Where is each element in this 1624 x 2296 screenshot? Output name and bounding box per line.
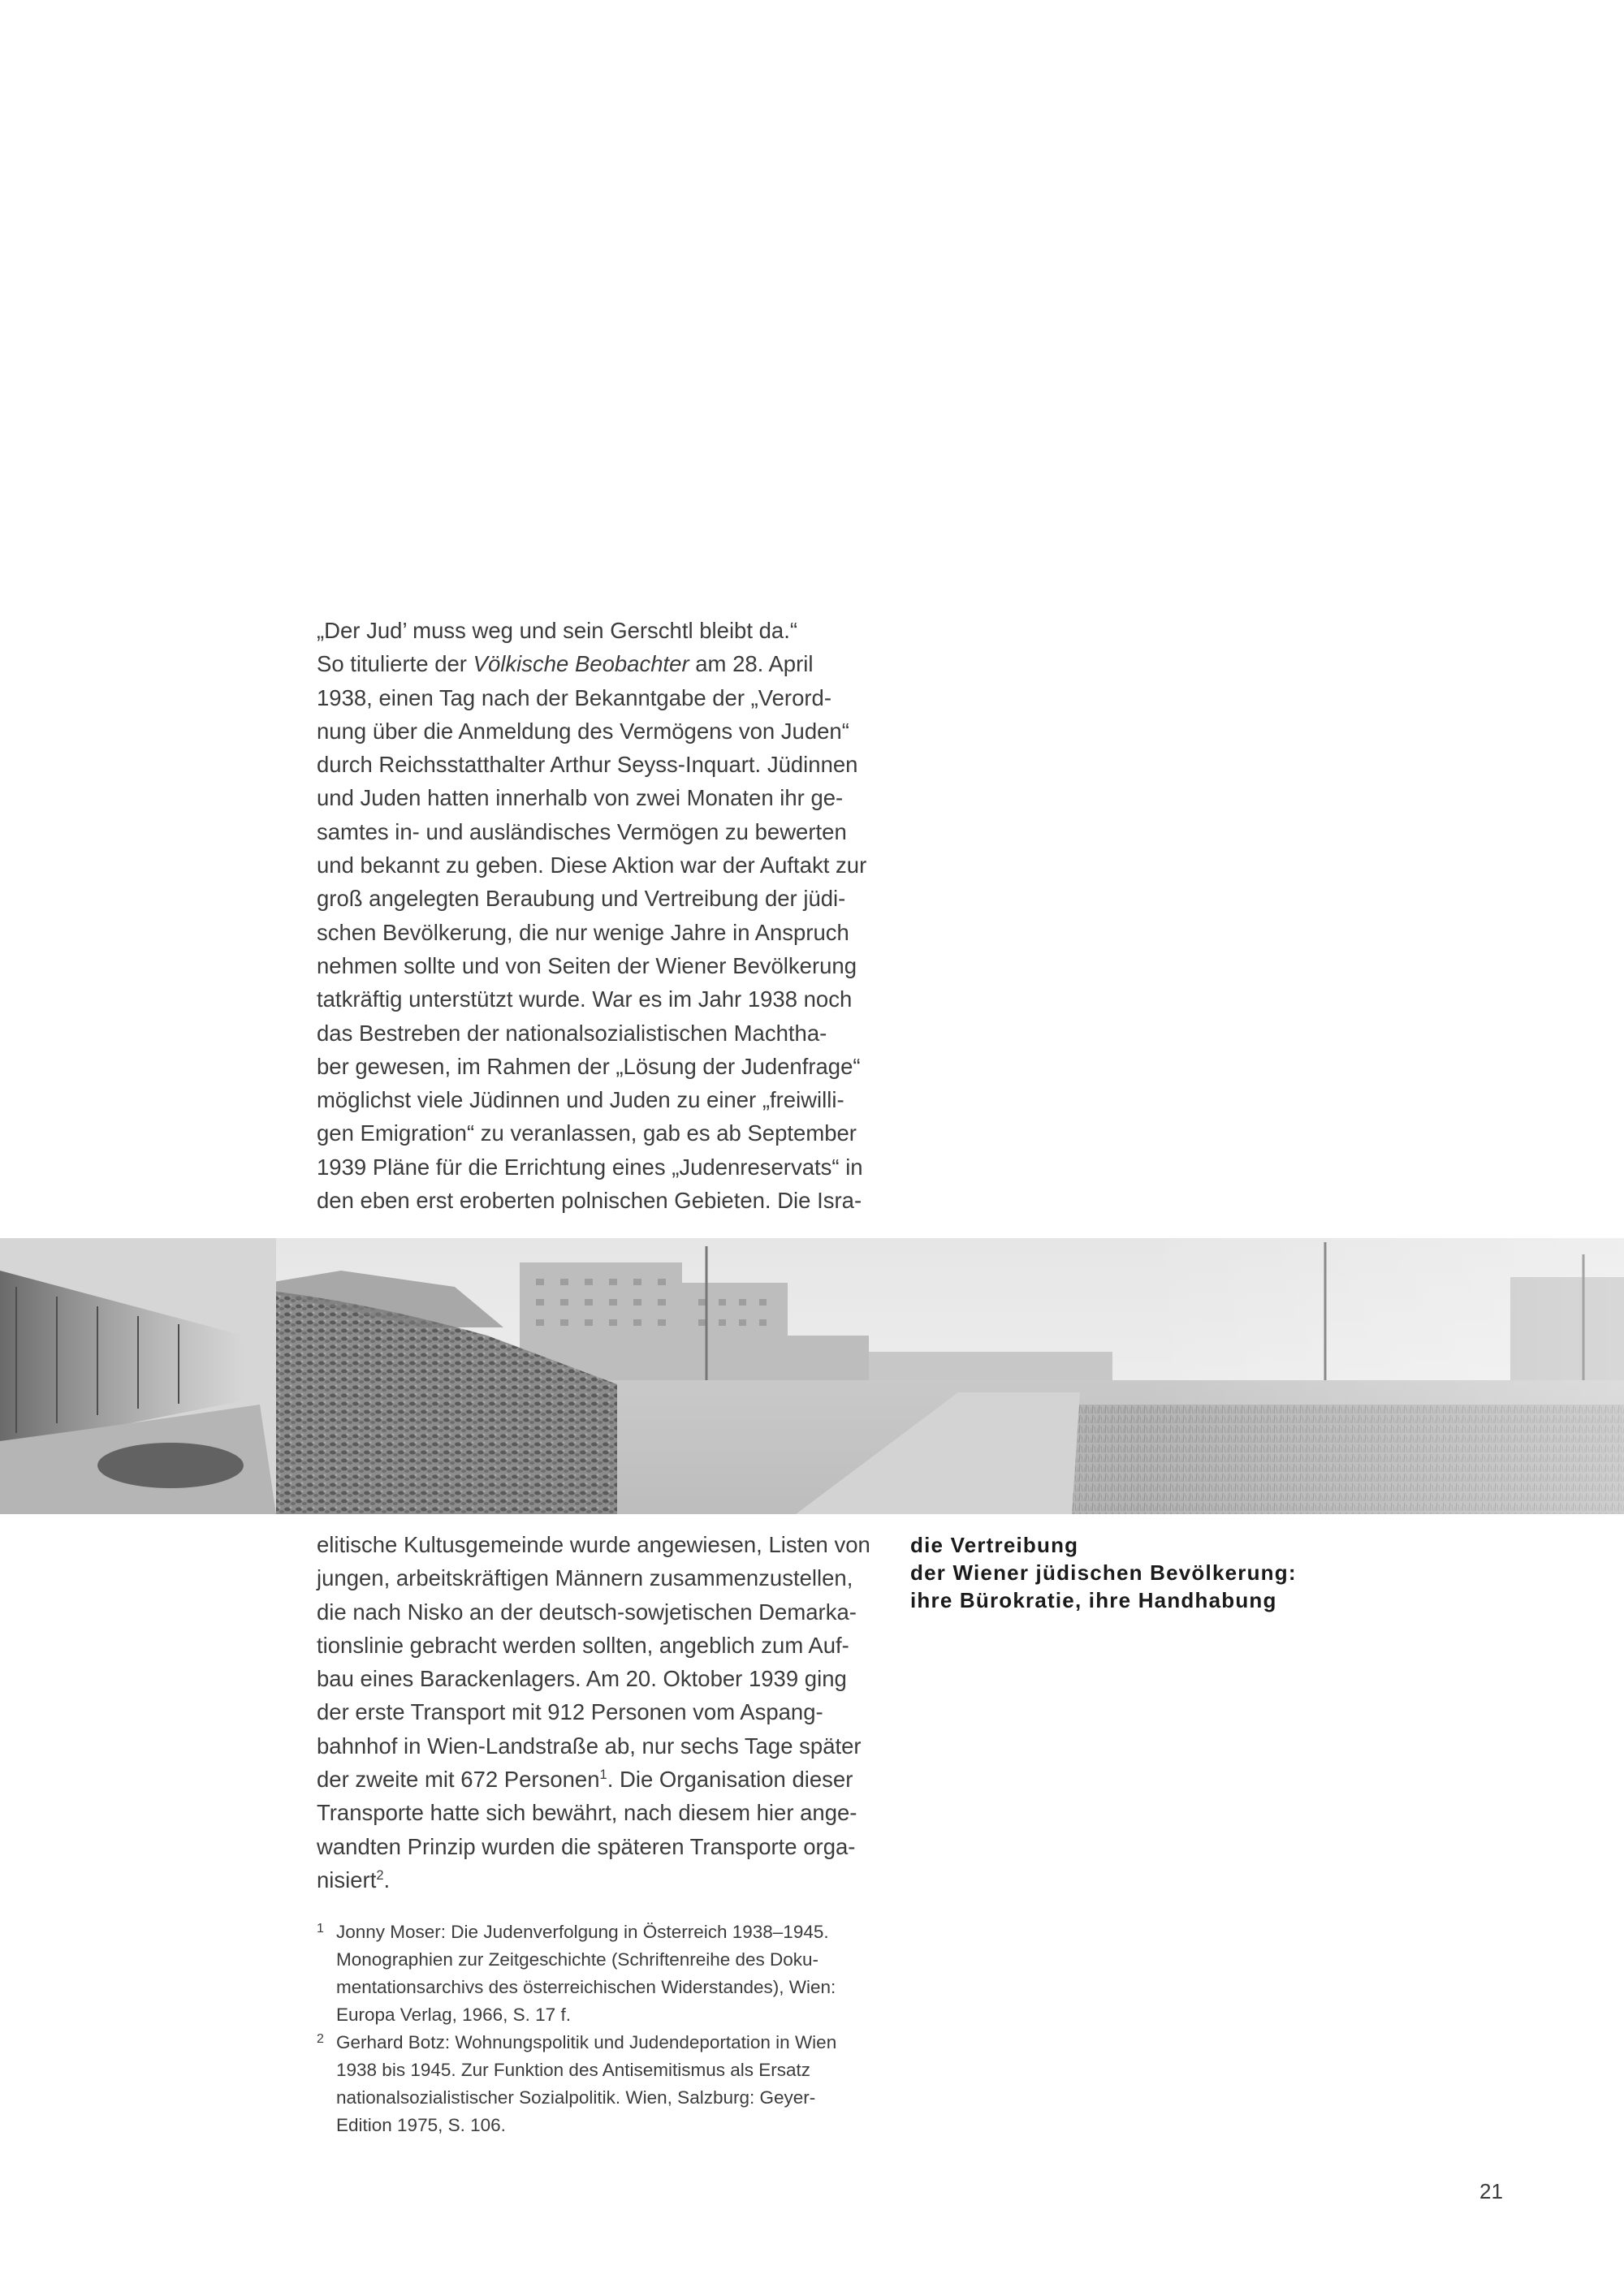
footnote-line: Europa Verlag, 1966, S. 17 f. — [336, 2005, 571, 2025]
body-line: bahnhof in Wien-Landstraße ab, nur sechs Tage später — [317, 1733, 862, 1759]
heading-line: ihre Bürokratie, ihre Handhabung — [910, 1588, 1277, 1612]
body-line: gen Emigration“ zu veranlassen, gab es ab September — [317, 1120, 857, 1146]
section-heading — [910, 1531, 1297, 1614]
body-line: 1938, einen Tag nach der Bekanntgabe der „Verord- — [317, 684, 831, 710]
footnote-line: mentationsarchivs des österreichischen Widerstandes), Wien: — [336, 1977, 836, 1997]
body-line: tatkräftig unterstützt wurde. War es im Jahr 1938 noch — [317, 986, 853, 1012]
body-line: die nach Nisko an der deutsch-sowjetischen Demarka- — [317, 1599, 857, 1625]
body-line: nung über die Anmeldung des Vermögens von Juden“ — [317, 718, 849, 744]
footnote-mark: 2 — [317, 2032, 324, 2046]
body-line: bau eines Barackenlagers. Am 20. Oktober 1939 ging — [317, 1666, 847, 1692]
footnote-mark: 1 — [317, 1922, 324, 1936]
body-line: 1939 Pläne für die Errichtung eines „Judenreservats“ in — [317, 1154, 863, 1180]
body-line: Transporte hatte sich bewährt, nach diesem hier ange- — [317, 1800, 857, 1826]
body-line: schen Bevölkerung, die nur wenige Jahre in Anspruch — [317, 919, 849, 945]
body-text-bottom — [317, 1528, 885, 1897]
body-line: „Der Jud’ muss weg und sein Gerschtl bleibt da.“ — [317, 618, 798, 643]
body-line: jungen, arbeitskräftigen Männern zusammenzustellen, — [317, 1565, 853, 1591]
footnote-line: nationalsozialistischer Sozialpolitik. Wien, Salzburg: Geyer- — [336, 2087, 816, 2108]
footnote — [317, 2029, 901, 2139]
page-number: 21 — [1479, 2179, 1503, 2203]
body-line: möglichst viele Jüdinnen und Juden zu einer „freiwilli- — [317, 1087, 844, 1113]
photo-collage-image — [0, 1238, 1624, 1514]
body-line: So titulierte der Völkische Beobachter am 28. April — [317, 651, 814, 677]
body-line: nisiert$^2$. — [317, 1867, 391, 1892]
heading-line: die Vertreibung — [910, 1533, 1079, 1557]
heading-line: der Wiener jüdischen Bevölkerung: — [910, 1560, 1297, 1585]
body-line: der zweite mit 672 Personen$^1$. Die Organisation dieser — [317, 1767, 853, 1793]
body-line: das Bestreben der nationalsozialistischen Machtha- — [317, 1020, 827, 1046]
footnote-line: Gerhard Botz: Wohnungspolitik und Judendeportation in Wien — [336, 2032, 837, 2052]
photo-collage — [0, 1238, 1624, 1514]
footnote-ref[interactable]: 1 — [599, 1767, 607, 1783]
body-line: groß angelegten Beraubung und Vertreibung der jüdi- — [317, 886, 846, 912]
footnotes — [317, 1918, 901, 2139]
newspaper-title: Völkische Beobachter — [473, 651, 689, 677]
body-line: tionslinie gebracht werden sollten, angeblich zum Auf- — [317, 1632, 849, 1658]
body-line: samtes in- und ausländisches Vermögen zu bewerten — [317, 818, 847, 844]
footnote-line: Monographien zur Zeitgeschichte (Schriftenreihe des Doku- — [336, 1949, 819, 1970]
body-line: wandten Prinzip wurden die späteren Transporte orga- — [317, 1833, 856, 1859]
body-line: den eben erst eroberten polnischen Gebieten. Die Isra- — [317, 1188, 862, 1214]
body-line: nehmen sollte und von Seiten der Wiener Bevölkerung — [317, 952, 857, 978]
body-line: durch Reichsstatthalter Arthur Seyss-Inquart. Jüdinnen — [317, 752, 858, 778]
body-text-top — [317, 614, 885, 1217]
body-line: und bekannt zu geben. Diese Aktion war der Auftakt zur — [317, 852, 867, 878]
footnote-line: Jonny Moser: Die Judenverfolgung in Österreich 1938–1945. — [336, 1922, 829, 1942]
footnote-line: 1938 bis 1945. Zur Funktion des Antisemitismus als Ersatz — [336, 2060, 811, 2080]
footnote — [317, 1918, 901, 2029]
footnote-line: Edition 1975, S. 106. — [336, 2115, 506, 2135]
body-line: ber gewesen, im Rahmen der „Lösung der Judenfrage“ — [317, 1053, 861, 1079]
body-line: und Juden hatten innerhalb von zwei Monaten ihr ge- — [317, 785, 844, 811]
body-line: der erste Transport mit 912 Personen vom Aspang- — [317, 1699, 823, 1725]
body-line: elitische Kultusgemeinde wurde angewiesen, Listen von — [317, 1532, 870, 1557]
footnote-ref[interactable]: 2 — [376, 1868, 384, 1884]
